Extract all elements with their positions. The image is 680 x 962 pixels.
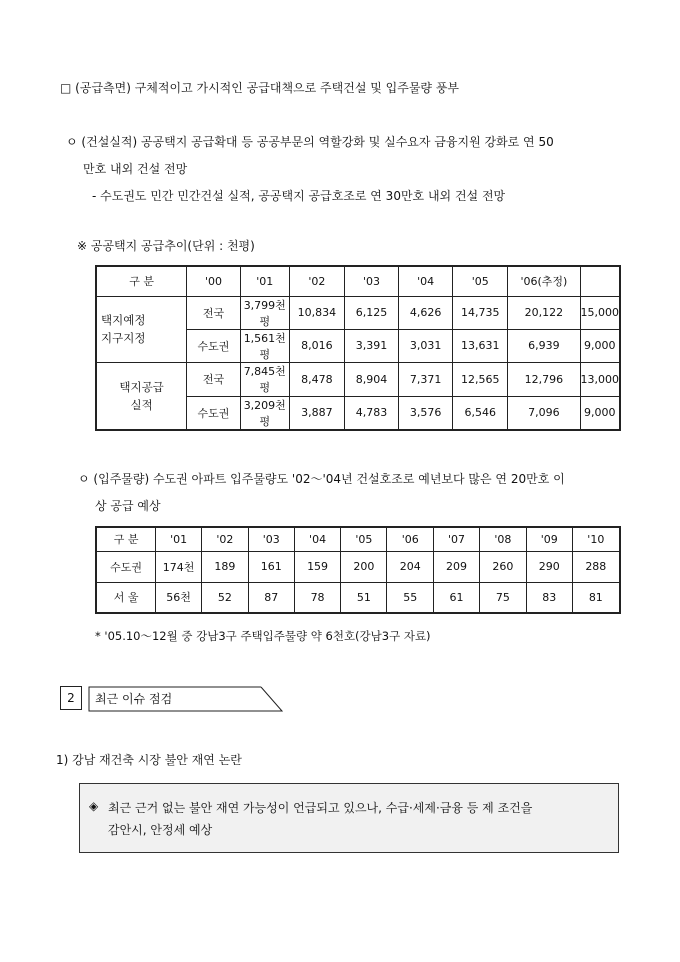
move-in-volume-table xyxy=(95,526,621,614)
diamond-bullet-icon: ◈ xyxy=(89,799,99,813)
table1-cell: 15,000 xyxy=(580,296,620,329)
table2-header-year: '06 xyxy=(387,527,434,551)
table2-cell: 290 xyxy=(526,551,572,582)
table1-cell: 9,000 xyxy=(580,396,620,430)
table1-title: ※ 공공택지 공급추이(단위 : 천평) xyxy=(77,239,255,253)
group-label-line1: 택지예정 xyxy=(101,313,146,327)
table1-group-label xyxy=(96,362,187,430)
table1-cell: 12,565 xyxy=(453,362,508,396)
callout-line2: 감안시, 안정세 예상 xyxy=(108,823,213,837)
table1-cell: 8,016 xyxy=(289,329,344,362)
bullet2-text: (입주물량) 수도권 아파트 입주물량도 '02～'04년 건설호조로 예년보다 많은 연 20만호 이 xyxy=(93,472,565,486)
table2-cell: 189 xyxy=(202,551,249,582)
table2-header-year: '04 xyxy=(294,527,341,551)
section-number-box: 2 xyxy=(60,686,82,710)
table2-row-label: 수도권 xyxy=(96,551,156,582)
table2-header-label: 구 분 xyxy=(96,527,156,551)
bullet2-line2: 상 공급 예상 xyxy=(95,499,161,513)
table1-header-year: '03 xyxy=(344,266,398,296)
table1-cell: 3,209천평 xyxy=(240,396,289,430)
table1-cell: 1,561천평 xyxy=(240,329,289,362)
section-title: 최근 이슈 점검 xyxy=(95,692,173,706)
table2-header-year: '07 xyxy=(434,527,480,551)
table1-cell: 4,783 xyxy=(344,396,398,430)
table1-cell: 20,122 xyxy=(508,296,580,329)
table1-cell: 3,031 xyxy=(399,329,453,362)
table1-header-year: '01 xyxy=(240,266,289,296)
table2-cell: 87 xyxy=(248,582,294,613)
headline-text: (공급측면) 구체적이고 가시적인 공급대책으로 주택건설 및 입주물량 풍부 xyxy=(75,81,459,95)
table2-note: * '05.10～12월 중 강남3구 주택입주물량 약 6천호(강남3구 자료) xyxy=(95,629,431,643)
table1-cell: 14,735 xyxy=(453,296,508,329)
table2-cell: 56천 xyxy=(156,582,202,613)
table1-cell: 7,096 xyxy=(508,396,580,430)
table1-region: 전국 xyxy=(187,362,241,396)
table1-cell: 10,834 xyxy=(289,296,344,329)
table2-header-year: '05 xyxy=(341,527,387,551)
bullet-circle-icon: ㅇ xyxy=(66,135,78,149)
item1-title: 1) 강남 재건축 시장 불안 재연 논란 xyxy=(56,753,242,767)
table1-header-year: '05 xyxy=(453,266,508,296)
table2-header-year: '03 xyxy=(248,527,294,551)
bullet1-line2: 만호 내외 건설 전망 xyxy=(83,162,188,176)
table1-header-group: 구 분 xyxy=(96,266,187,296)
table1-cell: 7,845천평 xyxy=(240,362,289,396)
table-row xyxy=(96,582,620,613)
table2-cell: 209 xyxy=(434,551,480,582)
section-title-box xyxy=(88,686,283,710)
bullet-circle-icon: ㅇ xyxy=(78,472,90,486)
table1-cell: 6,125 xyxy=(344,296,398,329)
table1-header-year: '00 xyxy=(187,266,241,296)
table1-cell: 3,887 xyxy=(289,396,344,430)
group-label-line2: 지구지정 xyxy=(101,331,146,345)
table2-cell: 61 xyxy=(434,582,480,613)
bullet2-line1 xyxy=(78,471,565,487)
table1-cell: 8,478 xyxy=(289,362,344,396)
table2-cell: 75 xyxy=(479,582,526,613)
table2-cell: 161 xyxy=(248,551,294,582)
group-label-line1: 택지공급 xyxy=(119,379,164,394)
table1-header-row xyxy=(96,266,620,296)
table2-row-label: 서 울 xyxy=(96,582,156,613)
table1-cell: 8,904 xyxy=(344,362,398,396)
table2-header-year: '09 xyxy=(526,527,572,551)
table2-cell: 288 xyxy=(572,551,620,582)
table2-header-year: '01 xyxy=(156,527,202,551)
table1-region: 수도권 xyxy=(187,329,241,362)
bullet1-sub: - 수도권도 민간 민간건설 실적, 공공택지 공급호조로 연 30만호 내외 건설 전망 xyxy=(92,189,506,203)
table2-cell: 81 xyxy=(572,582,620,613)
table1-region: 수도권 xyxy=(187,396,241,430)
table1-cell: 6,546 xyxy=(453,396,508,430)
table2-cell: 51 xyxy=(341,582,387,613)
table1-cell: 7,371 xyxy=(399,362,453,396)
table-row xyxy=(96,296,620,329)
table1-cell: 3,576 xyxy=(399,396,453,430)
table2-cell: 159 xyxy=(294,551,341,582)
summary-callout xyxy=(79,783,619,853)
table1-cell: 13,631 xyxy=(453,329,508,362)
table2-cell: 174천 xyxy=(156,551,202,582)
table-row xyxy=(96,362,620,396)
table2-header-year: '08 xyxy=(479,527,526,551)
table2-header-year: '02 xyxy=(202,527,249,551)
table1-cell: 6,939 xyxy=(508,329,580,362)
table2-cell: 260 xyxy=(479,551,526,582)
table2-cell: 200 xyxy=(341,551,387,582)
table1-cell: 3,799천평 xyxy=(240,296,289,329)
table1-header-year: '04 xyxy=(399,266,453,296)
supply-trend-table xyxy=(95,265,621,431)
checkbox-square-icon: □ xyxy=(60,81,72,95)
callout-line1: 최근 근거 없는 불안 재연 가능성이 언급되고 있으나, 수급·세제·금융 등 제 조건을 xyxy=(108,801,533,815)
table2-cell: 204 xyxy=(387,551,434,582)
table1-cell: 3,391 xyxy=(344,329,398,362)
headline xyxy=(60,80,459,96)
table1-cell: 13,000 xyxy=(580,362,620,396)
table1-cell: 12,796 xyxy=(508,362,580,396)
bullet1-text: (건설실적) 공공택지 공급확대 등 공공부문의 역할강화 및 실수요자 금융지원 강화로 연 50 xyxy=(81,135,554,149)
table1-header-year: '06(추정) xyxy=(508,266,580,296)
table2-cell: 55 xyxy=(387,582,434,613)
bullet1-line1 xyxy=(66,134,554,150)
table1-group-label xyxy=(96,296,187,362)
table2-header-year: '10 xyxy=(572,527,620,551)
table-row xyxy=(96,551,620,582)
table2-cell: 83 xyxy=(526,582,572,613)
table1-cell: 4,626 xyxy=(399,296,453,329)
table1-header-year: '02 xyxy=(289,266,344,296)
table1-region: 전국 xyxy=(187,296,241,329)
table2-cell: 52 xyxy=(202,582,249,613)
group-label-line2: 실적 xyxy=(130,397,153,412)
table2-cell: 78 xyxy=(294,582,341,613)
table2-header-row xyxy=(96,527,620,551)
table1-cell: 9,000 xyxy=(580,329,620,362)
